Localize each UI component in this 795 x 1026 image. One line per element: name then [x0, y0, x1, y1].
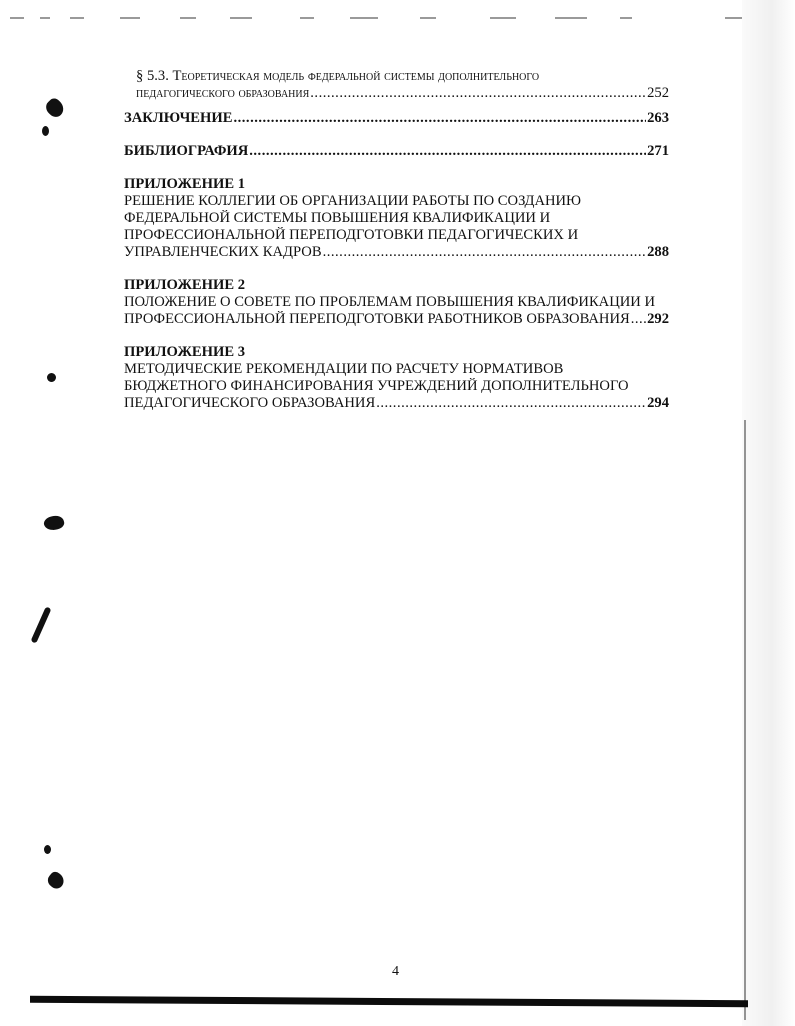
dot-leader — [376, 395, 646, 412]
appendix-title-line: БЮДЖЕТНОГО ФИНАНСИРОВАНИЯ УЧРЕЖДЕНИЙ ДОПОЛНИТЕЛЬНОГО — [124, 378, 629, 394]
conclusion-title: ЗАКЛЮЧЕНИЕ — [124, 110, 233, 126]
scan-blot — [31, 606, 52, 643]
toc-entry-section-5-3 — [124, 68, 669, 102]
dot-leader — [249, 143, 646, 160]
toc-entry-bibliography — [124, 143, 669, 160]
appendix-title-line: ПОЛОЖЕНИЕ О СОВЕТЕ ПО ПРОБЛЕМАМ ПОВЫШЕНИЯ КВАЛИФИКАЦИИ И — [124, 294, 656, 310]
toc-entry-conclusion — [124, 110, 669, 127]
page-ref: 252 — [647, 85, 669, 101]
scan-blot — [47, 373, 56, 382]
scan-blot — [43, 514, 66, 533]
page-number: 4 — [392, 964, 399, 979]
dot-leader — [631, 311, 646, 328]
bibliography-title: БИБЛИОГРАФИЯ — [124, 143, 249, 159]
dot-leader — [323, 244, 647, 261]
page-ref: 292 — [647, 311, 669, 327]
appendix-heading: ПРИЛОЖЕНИЕ 1 — [124, 176, 246, 192]
appendix-title-line: ПРОФЕССИОНАЛЬНОЙ ПЕРЕПОДГОТОВКИ РАБОТНИКОВ ОБРАЗОВАНИЯ — [124, 311, 630, 327]
scan-blot — [43, 96, 67, 120]
toc-entry-appendix-1 — [124, 176, 669, 261]
page-ref: 271 — [647, 143, 669, 159]
section-title-line-2: педагогического образования — [136, 85, 310, 101]
dot-leader — [233, 110, 646, 127]
toc-entry-appendix-3 — [124, 344, 669, 412]
appendix-heading: ПРИЛОЖЕНИЕ 3 — [124, 344, 246, 360]
page-edge-line — [744, 420, 746, 1020]
page-ref: 263 — [647, 110, 669, 126]
toc-entry-appendix-2 — [124, 277, 669, 328]
page-ref: 294 — [647, 395, 669, 411]
section-number: § 5.3. — [136, 68, 169, 84]
scan-bottom-bar — [30, 996, 748, 1007]
dot-leader — [310, 85, 646, 102]
appendix-title-line: УПРАВЛЕНЧЕСКИХ КАДРОВ — [124, 244, 322, 260]
appendix-title-line: МЕТОДИЧЕСКИЕ РЕКОМЕНДАЦИИ ПО РАСЧЕТУ НОРМАТИВОВ — [124, 361, 564, 377]
table-of-contents — [124, 68, 669, 412]
appendix-title-line: ФЕДЕРАЛЬНОЙ СИСТЕМЫ ПОВЫШЕНИЯ КВАЛИФИКАЦИИ И — [124, 210, 551, 226]
appendix-heading: ПРИЛОЖЕНИЕ 2 — [124, 277, 246, 293]
scan-blot — [44, 845, 51, 854]
appendix-title-line: ПЕДАГОГИЧЕСКОГО ОБРАЗОВАНИЯ — [124, 395, 376, 411]
appendix-title-line: РЕШЕНИЕ КОЛЛЕГИИ ОБ ОРГАНИЗАЦИИ РАБОТЫ ПО СОЗДАНИЮ — [124, 193, 582, 209]
scan-top-dashes — [0, 17, 795, 21]
page-ref: 288 — [647, 244, 669, 260]
scan-shadow-right — [742, 0, 795, 1026]
appendix-title-line: ПРОФЕССИОНАЛЬНОЙ ПЕРЕПОДГОТОВКИ ПЕДАГОГИЧЕСКИХ И — [124, 227, 579, 243]
scan-blot — [42, 126, 49, 136]
section-title-line-1: Теоретическая модель федеральной системы дополнительного — [172, 68, 540, 84]
scan-blot — [45, 870, 67, 892]
